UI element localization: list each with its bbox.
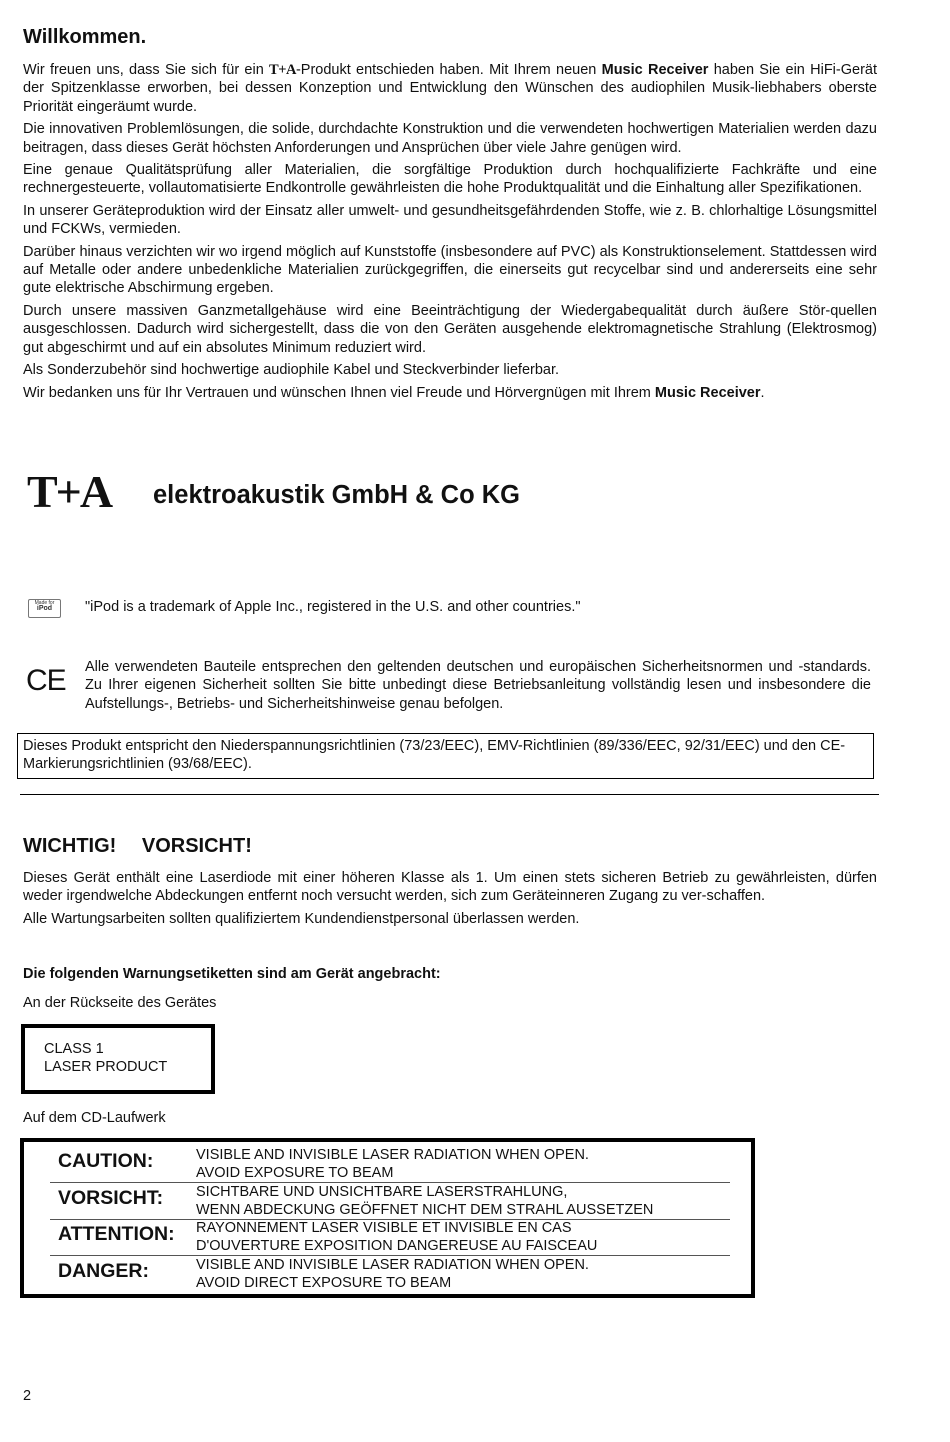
intro-text: -Produkt entschieden haben. Mit Ihrem neuen [295,62,602,78]
intro-paragraph-1 [23,61,877,116]
caution-row [50,1219,730,1256]
warning-heading: WICHTIG! VORSICHT! [23,835,252,857]
norms-compliance-box: Dieses Produkt entspricht den Niederspannungsrichtlinien (73/23/EEC), EMV-Richtlinien (89/336/EEC, 92/31/EEC) und den CE-Markierungsrichtlinien (93/68/EEC). [17,733,874,779]
intro-text: haben Sie ein HiFi-Gerät der Spitzenklasse erworben, bei dessen Konzeption und Entwicklung den Wünschen des audiophilen Musik-liebhabers oberste Priorität eingeräumt wurde. [23,62,877,115]
rear-side-caption: An der Rückseite des Gerätes [23,995,217,1011]
laser-paragraph-1: Dieses Gerät enthält eine Laserdiode mit einer höheren Klasse als 1. Um einen stets sicheren Betrieb zu gewährleisten, dürfen weder irgendwelche Abdeckungen entfernt noch versucht werden, sich zum Geräteinneren Zugang zu ver-schaffen. [23,870,877,905]
intro-paragraph-6: Durch unsere massiven Ganzmetallgehäuse wird eine Beeinträchtigung der Wiedergabequalität durch äußere Stör-quellen ausgeschlossen. Dadurch wird sichergestellt, dass die von den Geräten ausgehende elektromagnetische Strahlung (Elektrosmog) gut abgeschirmt und auf ein absolutes Minimum reduziert wird. [23,302,877,356]
ta-logo: T+A [27,466,112,517]
caution-value [196,1219,597,1255]
caution-line: VISIBLE AND INVISIBLE LASER RADIATION WHEN OPEN. [196,1147,589,1163]
caution-line: D'OUVERTURE EXPOSITION DANGEREUSE AU FAISCEAU [196,1238,598,1254]
laser-warning-text [23,869,877,932]
badge-big-text: iPod [36,605,53,612]
ce-mark-icon: CE [26,664,66,697]
section-divider [20,794,879,795]
caution-line: AVOID EXPOSURE TO BEAM [196,1165,394,1181]
caution-key: ATTENTION: [58,1223,175,1245]
intro-text: . [760,384,765,401]
intro-paragraph-8 [23,384,877,402]
caution-row [50,1183,730,1220]
caution-row [50,1146,730,1183]
laser-caution-label [20,1138,755,1298]
caution-line: VISIBLE AND INVISIBLE LASER RADIATION WHEN OPEN. [196,1257,589,1273]
caution-line: AVOID DIRECT EXPOSURE TO BEAM [196,1275,452,1291]
ce-safety-text: Alle verwendeten Bauteile entsprechen den geltenden deutschen und europäischen Sicherheitsnormen und -standards. Zu Ihrer eigenen Sicherheit sollten Sie bitte unbedingt diese Betriebsanleitung vollständig lesen und insbesondere die Aufstellungs-, Betriebs- und Sicherheitshinweise genau befolgen. [85,659,871,712]
page-number: 2 [23,1388,32,1404]
laser-paragraph-2: Alle Wartungsarbeiten sollten qualifiziertem Kundendienstpersonal überlassen werden. [23,910,580,927]
caution-value [196,1183,653,1219]
cd-drive-caption: Auf dem CD-Laufwerk [23,1110,166,1126]
caution-line: RAYONNEMENT LASER VISIBLE ET INVISIBLE EN CAS [196,1220,572,1236]
welcome-title: Willkommen. [23,26,147,48]
caution-key: VORSICHT: [58,1187,164,1209]
caution-key: DANGER: [58,1260,149,1282]
intro-paragraph-7: Als Sonderzubehör sind hochwertige audiophile Kabel und Steckverbinder lieferbar. [23,362,560,379]
product-name: Music Receiver [654,384,761,401]
welcome-text [23,61,877,406]
ipod-trademark-note: "iPod is a trademark of Apple Inc., registered in the U.S. and other countries." [85,599,581,615]
intro-paragraph-4: In unserer Geräteproduktion wird der Einsatz aller umwelt- und gesundheitsgefährdenden Stoffe, wie z. B. chlorhaltige Lösungsmittel und FCKWs, vermieden. [23,202,877,238]
product-name: Music Receiver [601,62,709,78]
class1-laser-label [21,1024,215,1094]
company-name: elektroakustik GmbH & Co KG [153,481,520,509]
caution-line: SICHTBARE UND UNSICHTBARE LASERSTRAHLUNG, [196,1184,568,1200]
class-label-line-2: LASER PRODUCT [44,1059,168,1075]
warning-labels-title: Die folgenden Warnungsetiketten sind am Gerät angebracht: [23,966,441,982]
caution-value [196,1256,589,1292]
intro-paragraph-2: Die innovativen Problemlösungen, die solide, durchdachte Konstruktion und die verwendeten hochwertigen Materialien werden dazu beitragen, dass dieses Gerät höchsten Anforderungen und Ansprüchen über viele Jahre genügen wird. [23,121,877,156]
badge-small-text: Made for [34,600,55,606]
intro-text: Wir freuen uns, dass Sie sich für ein [23,62,270,78]
caution-value [196,1146,589,1182]
class-label-line-1: CLASS 1 [44,1041,104,1057]
caution-key: CAUTION: [58,1150,154,1172]
caution-row [50,1256,730,1292]
intro-paragraph-3: Eine genaue Qualitätsprüfung aller Materialien, die sorgfältige Produktion durch hochqualifizierte Fachkräfte und eine rechnergesteuerte, vollautomatisierte Endkontrolle gewährleisten die hohe Produktqualität und die Einhaltung aller Spezifikationen. [23,162,877,197]
caution-line: WENN ABDECKUNG GEÖFFNET NICHT DEM STRAHL AUSSETZEN [196,1202,654,1218]
made-for-ipod-icon [28,599,61,618]
intro-text: Wir bedanken uns für Ihr Vertrauen und wünschen Ihnen viel Freude und Hörvergnügen mit Ihrem [23,384,655,401]
brand-inline-logo: T+A [269,62,296,78]
intro-paragraph-5: Darüber hinaus verzichten wir wo irgend möglich auf Kunststoffe (insbesondere auf PVC) als Konstruktionselement. Stattdessen wird auf Metalle oder andere unbedenkliche Materialien zurückgegriffen, die einerseits gut recycelbar sind und andererseits eine sehr gute elektrische Abschirmung ergeben. [23,243,877,297]
